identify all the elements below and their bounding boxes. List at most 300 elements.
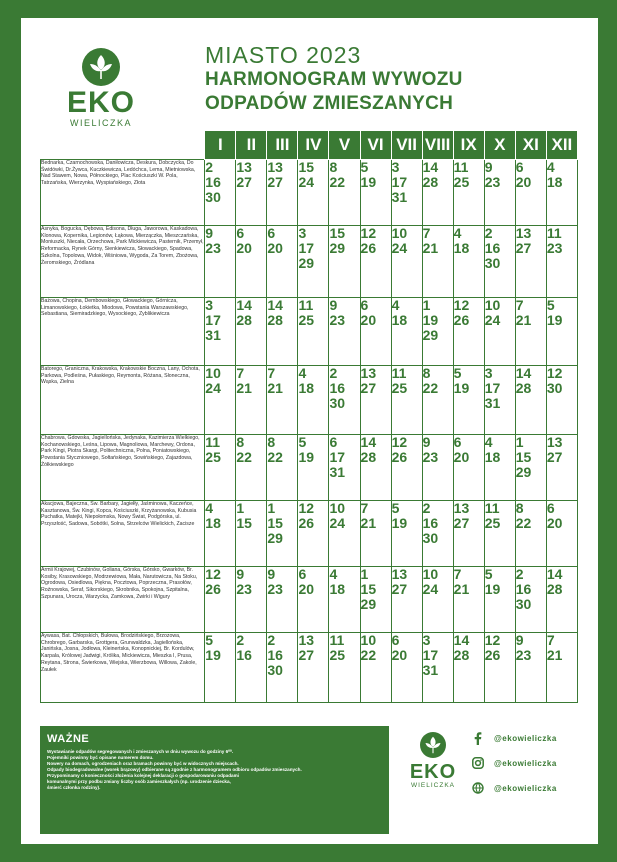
collection-day: 13	[298, 632, 315, 648]
collection-day: 2	[205, 159, 214, 175]
collection-days-cell	[422, 501, 453, 567]
collection-days-cell	[391, 435, 422, 501]
collection-day: 17	[205, 312, 221, 328]
collection-day: 7	[515, 297, 524, 313]
collection-day: 13	[267, 159, 283, 175]
collection-day: 27	[360, 380, 377, 396]
collection-day: 9	[515, 632, 524, 648]
collection-day: 26	[360, 240, 377, 256]
collection-day: 7	[453, 566, 462, 582]
collection-day: 14	[236, 297, 252, 313]
collection-day: 28	[515, 380, 532, 396]
collection-day: 21	[360, 515, 377, 531]
collection-day: 18	[329, 581, 346, 597]
notice-line: śmierć członka rodziny).	[47, 785, 101, 790]
collection-days-cell	[205, 226, 236, 298]
collection-day: 10	[360, 632, 377, 648]
street-list: Akacjowa, Bajeczna, Św. Barbary, Jagiełły, Jaśminowa, Kaczeńce, Kasztanowa, Św. Kingi, Kopca, Kościuszki, Krzyżanowska, Kubusia Puchatka, Matejki, Niepołomska, Nowy Świat, Podgórska, ul. Przyszłość, Sadowa, Sobótki, Solna, Strzelców Wielickich, Zacisze	[41, 501, 205, 567]
collection-day: 13	[515, 225, 532, 241]
collection-days-cell	[236, 226, 267, 298]
notice-line: Odpady biodegradowalne (worek brązowy) odbierane są zgodnie z harmonogramem odbioru odpadów zmieszanych.	[47, 767, 302, 772]
collection-day: 6	[267, 225, 276, 241]
collection-day: 31	[484, 395, 501, 411]
collection-day: 30	[205, 189, 221, 205]
collection-day: 4	[329, 566, 338, 582]
collection-day: 16	[205, 174, 221, 190]
collection-days-cell	[391, 366, 422, 435]
collection-days-cell	[329, 435, 360, 501]
collection-day: 24	[484, 312, 501, 328]
collection-day: 28	[453, 647, 470, 663]
collection-day: 22	[422, 380, 439, 396]
collection-day: 29	[267, 530, 283, 546]
notice-line: Przypominamy o konieczności złożenia kolejnej deklaracji o gospodarowaniu odpadami	[47, 773, 239, 778]
collection-day: 17	[484, 380, 501, 396]
collection-day: 16	[484, 240, 501, 256]
collection-day: 17	[391, 174, 408, 190]
collection-days-cell	[453, 226, 484, 298]
collection-day: 10	[422, 566, 439, 582]
collection-day: 21	[453, 581, 470, 597]
schedule-row	[41, 226, 578, 298]
collection-day: 26	[391, 449, 408, 465]
facebook-handle[interactable]: @ekowieliczka	[494, 733, 557, 743]
collection-day: 17	[329, 449, 346, 465]
collection-day: 15	[360, 581, 377, 597]
collection-days-cell	[484, 633, 515, 703]
collection-day: 4	[205, 500, 214, 516]
collection-day: 9	[205, 225, 214, 241]
collection-day: 7	[360, 500, 369, 516]
schedule-row	[41, 366, 578, 435]
important-notice	[40, 726, 389, 834]
collection-day: 15	[329, 225, 346, 241]
collection-day: 30	[329, 395, 346, 411]
collection-day: 3	[391, 159, 400, 175]
collection-day: 13	[236, 159, 252, 175]
collection-days-cell	[422, 633, 453, 703]
collection-days-cell	[453, 567, 484, 633]
collection-day: 25	[298, 312, 315, 328]
collection-days-cell	[422, 567, 453, 633]
leaf-icon	[82, 48, 120, 86]
collection-days-cell	[484, 160, 515, 226]
collection-day: 18	[453, 240, 470, 256]
collection-days-cell	[453, 366, 484, 435]
city-year: MIASTO 2023	[205, 42, 362, 68]
collection-day: 26	[484, 647, 501, 663]
collection-day: 4	[391, 297, 400, 313]
collection-days-cell	[267, 160, 298, 226]
month-header: I	[205, 131, 236, 160]
collection-day: 31	[205, 327, 221, 343]
collection-day: 10	[391, 225, 408, 241]
collection-days-cell	[453, 435, 484, 501]
collection-day: 5	[298, 434, 307, 450]
collection-day: 31	[329, 464, 346, 480]
header-spacer	[41, 131, 205, 160]
collection-days-cell	[329, 633, 360, 703]
collection-day: 14	[453, 632, 470, 648]
collection-day: 11	[298, 297, 314, 313]
collection-day: 25	[329, 647, 346, 663]
collection-days-cell	[298, 501, 329, 567]
collection-day: 13	[360, 365, 377, 381]
collection-day: 9	[236, 566, 245, 582]
collection-days-cell	[515, 160, 546, 226]
collection-days-cell	[298, 226, 329, 298]
collection-day: 10	[484, 297, 501, 313]
notice-line: Pojemniki powinny być opisane numerem domu.	[47, 755, 154, 760]
collection-day: 29	[422, 327, 439, 343]
collection-day: 8	[329, 159, 338, 175]
collection-day: 26	[298, 515, 315, 531]
instagram-handle[interactable]: @ekowieliczka	[494, 758, 557, 768]
collection-day: 22	[267, 449, 283, 465]
collection-days-cell	[546, 160, 577, 226]
street-list: Asnyka, Bogucka, Dębowa, Edisona, Długa, Jaworowa, Kaskadowa, Klonowa, Kopernika, Legionów, Łąkowa, Mierzączka, Mieszczańska, Moniuszki, Niecała, Orzechowa, Park Mickiewicza, Pasternik, Przemył, Reformacka, Rynek Górny, Sienkiewicza, Słowackiego, Spadowa, Szkolna, Topolowa, Widok, Wiśniowa, Wygoda, Za Torem, Zbożowa, Żeromskiego, Źródlana	[41, 226, 205, 298]
collection-day: 2	[422, 500, 431, 516]
collection-day: 25	[453, 174, 470, 190]
collection-day: 24	[422, 581, 439, 597]
collection-day: 13	[546, 434, 563, 450]
collection-day: 16	[422, 515, 439, 531]
collection-day: 10	[205, 365, 221, 381]
collection-day: 5	[205, 632, 214, 648]
collection-day: 20	[453, 449, 470, 465]
collection-day: 18	[484, 449, 501, 465]
instagram-icon	[471, 757, 484, 770]
collection-day: 29	[298, 255, 315, 271]
brand-name: EKO	[66, 86, 135, 119]
collection-day: 19	[484, 581, 501, 597]
collection-days-cell	[453, 501, 484, 567]
collection-day: 19	[391, 515, 408, 531]
collection-day: 16	[515, 581, 532, 597]
collection-day: 17	[298, 240, 315, 256]
collection-day: 22	[236, 449, 252, 465]
collection-days-cell	[205, 160, 236, 226]
collection-days-cell	[484, 435, 515, 501]
collection-days-cell	[515, 633, 546, 703]
collection-day: 19	[205, 647, 221, 663]
collection-day: 10	[329, 500, 346, 516]
web-icon	[471, 782, 484, 795]
collection-days-cell	[267, 366, 298, 435]
collection-day: 12	[453, 297, 470, 313]
collection-day: 14	[422, 159, 439, 175]
collection-day: 31	[391, 189, 408, 205]
collection-days-cell	[515, 226, 546, 298]
collection-days-cell	[298, 160, 329, 226]
collection-days-cell	[267, 435, 298, 501]
collection-day: 8	[422, 365, 431, 381]
collection-day: 19	[298, 449, 315, 465]
collection-day: 8	[267, 434, 276, 450]
schedule-row	[41, 298, 578, 366]
notice-line: komunalnymi przy podbu zmiany liczby osób zamieszkałych (np. urodzenie dziecka,	[47, 779, 231, 784]
collection-day: 12	[546, 365, 563, 381]
social-web[interactable]	[471, 781, 557, 795]
collection-day: 1	[267, 500, 276, 516]
collection-days-cell	[515, 298, 546, 366]
collection-days-cell	[236, 633, 267, 703]
collection-day: 5	[360, 159, 369, 175]
collection-day: 6	[329, 434, 338, 450]
collection-day: 12	[205, 566, 221, 582]
collection-day: 4	[298, 365, 307, 381]
month-header-row	[41, 131, 578, 160]
collection-days-cell	[236, 298, 267, 366]
title-line-2: ODPADÓW ZMIESZANYCH	[205, 93, 454, 114]
collection-day: 18	[546, 174, 563, 190]
collection-day: 14	[360, 434, 377, 450]
collection-day: 13	[453, 500, 470, 516]
collection-day: 28	[236, 312, 252, 328]
collection-day: 11	[453, 159, 469, 175]
collection-day: 25	[205, 449, 221, 465]
collection-day: 27	[391, 581, 408, 597]
collection-day: 6	[236, 225, 245, 241]
title-block	[205, 42, 463, 116]
collection-days-cell	[329, 567, 360, 633]
collection-day: 6	[360, 297, 369, 313]
collection-day: 12	[298, 500, 315, 516]
month-header: III	[267, 131, 298, 160]
collection-days-cell	[298, 366, 329, 435]
collection-days-cell	[205, 298, 236, 366]
collection-days-cell	[515, 501, 546, 567]
schedule-row	[41, 567, 578, 633]
month-header: XI	[515, 131, 546, 160]
collection-days-cell	[546, 567, 577, 633]
collection-days-cell	[267, 298, 298, 366]
collection-day: 3	[205, 297, 214, 313]
collection-day: 28	[422, 174, 439, 190]
collection-days-cell	[360, 633, 391, 703]
collection-days-cell	[546, 435, 577, 501]
collection-day: 2	[236, 632, 245, 648]
notice-line: Wystawianie odpadów segregowanych i zmieszanych w dniu wywozu do godziny 6⁰⁰.	[47, 749, 234, 754]
collection-day: 20	[298, 581, 315, 597]
collection-day: 24	[329, 515, 346, 531]
collection-day: 21	[422, 240, 439, 256]
collection-days-cell	[484, 567, 515, 633]
collection-day: 5	[546, 297, 555, 313]
collection-days-cell	[329, 160, 360, 226]
month-header: V	[329, 131, 360, 160]
collection-days-cell	[360, 501, 391, 567]
month-header: VI	[360, 131, 391, 160]
collection-days-cell	[484, 501, 515, 567]
collection-day: 28	[546, 581, 563, 597]
collection-day: 30	[546, 380, 563, 396]
collection-days-cell	[360, 435, 391, 501]
month-header: XII	[546, 131, 577, 160]
collection-day: 7	[236, 365, 245, 381]
collection-days-cell	[236, 501, 267, 567]
collection-day: 20	[391, 647, 408, 663]
collection-day: 22	[329, 174, 346, 190]
collection-days-cell	[267, 633, 298, 703]
collection-day: 28	[267, 312, 283, 328]
collection-day: 6	[546, 500, 555, 516]
street-list: Aywasa, Bat. Chłopskich, Bułowa, Brodzińskiego, Brzozowa, Chrobrego, Garbarska, Grottgera, Grunwaldzka, Jagiellońska, Janińska, Josna, Jodłowa, Kleinertska, Konopnickiej, Br. Kordulów, Karpala, Królowej Jadwigi, Królika, Mickiewicza, Mieszka I, Prusa, Reytana, Strona, Świerkowa, Wiejska, Wierzbowa, Willowa, Zakole, Zaułek	[41, 633, 205, 703]
collection-day: 3	[298, 225, 307, 241]
collection-day: 9	[484, 159, 493, 175]
collection-days-cell	[453, 298, 484, 366]
collection-day: 28	[360, 449, 377, 465]
social-instagram[interactable]	[471, 756, 557, 770]
collection-days-cell	[422, 160, 453, 226]
collection-days-cell	[546, 226, 577, 298]
schedule-row	[41, 633, 578, 703]
collection-day: 23	[422, 449, 439, 465]
collection-days-cell	[298, 298, 329, 366]
brand-name-bottom: EKO	[409, 761, 457, 783]
brand-subtitle-bottom: WIELICZKA	[410, 782, 456, 789]
collection-days-cell	[236, 435, 267, 501]
collection-days-cell	[236, 567, 267, 633]
collection-day: 20	[515, 174, 532, 190]
collection-day: 8	[515, 500, 524, 516]
collection-day: 30	[515, 596, 532, 612]
collection-day: 3	[422, 632, 431, 648]
collection-days-cell	[515, 567, 546, 633]
collection-days-cell	[298, 435, 329, 501]
collection-day: 31	[422, 662, 439, 678]
collection-day: 3	[484, 365, 493, 381]
collection-day: 30	[267, 662, 283, 678]
collection-days-cell	[267, 501, 298, 567]
collection-days-cell	[546, 366, 577, 435]
collection-days-cell	[267, 226, 298, 298]
collection-day: 12	[391, 434, 408, 450]
collection-day: 17	[422, 647, 439, 663]
brand-subtitle: WIELICZKA	[69, 118, 132, 128]
notice-line: Nowery na domach, ogrodzeniach oraz bramach powinny być w widocznych miejscach.	[47, 761, 239, 766]
collection-day: 16	[267, 647, 283, 663]
collection-days-cell	[484, 226, 515, 298]
collection-days-cell	[298, 567, 329, 633]
street-list: Armii Krajowej, Czubinów, Goliana, Górska, Górsko, Gwarków, Br. Kosiby, Krasowskiego, Modrzewiowa, Mała, Narutowicza, Na Stoku, Ogrodowa, Osiedlowa, Piękna, Pocztowa, Poprzeczna, Prasołów, Roźnowska, Seraf, Sikorskiego, Skrobnika, Spokojna, Szpitalna, Szpunara, Urocza, Warzycka, Zamkowa, Zwirki i Wigury	[41, 567, 205, 633]
collection-day: 4	[453, 225, 462, 241]
collection-days-cell	[391, 501, 422, 567]
collection-day: 20	[546, 515, 563, 531]
collection-day: 20	[267, 240, 283, 256]
collection-days-cell	[391, 633, 422, 703]
collection-days-cell	[546, 298, 577, 366]
collection-days-cell	[205, 366, 236, 435]
facebook-icon	[471, 732, 484, 745]
collection-day: 21	[515, 312, 532, 328]
collection-days-cell	[391, 298, 422, 366]
collection-day: 5	[453, 365, 462, 381]
collection-day: 11	[391, 365, 407, 381]
month-header: IX	[453, 131, 484, 160]
social-facebook[interactable]	[471, 731, 557, 745]
collection-day: 24	[205, 380, 221, 396]
collection-day: 19	[422, 312, 439, 328]
month-header: VII	[391, 131, 422, 160]
collection-days-cell	[453, 160, 484, 226]
collection-day: 21	[546, 647, 563, 663]
collection-day: 27	[267, 174, 283, 190]
collection-day: 6	[391, 632, 400, 648]
collection-day: 4	[546, 159, 555, 175]
collection-days-cell	[205, 435, 236, 501]
collection-days-cell	[453, 633, 484, 703]
collection-day: 1	[422, 297, 431, 313]
collection-day: 1	[360, 566, 369, 582]
collection-days-cell	[391, 160, 422, 226]
collection-day: 27	[546, 449, 563, 465]
collection-days-cell	[329, 226, 360, 298]
collection-day: 8	[236, 434, 245, 450]
collection-days-cell	[391, 226, 422, 298]
collection-days-cell	[515, 366, 546, 435]
social-links	[471, 731, 557, 806]
collection-days-cell	[484, 298, 515, 366]
eko-logo	[62, 48, 140, 128]
collection-day: 14	[267, 297, 283, 313]
collection-days-cell	[422, 298, 453, 366]
collection-day: 7	[422, 225, 431, 241]
collection-days-cell	[360, 160, 391, 226]
web-handle[interactable]: @ekowieliczka	[494, 783, 557, 793]
leaf-icon	[420, 732, 446, 758]
collection-day: 23	[329, 312, 346, 328]
collection-day: 27	[298, 647, 315, 663]
collection-days-cell	[236, 160, 267, 226]
collection-day: 23	[546, 240, 563, 256]
collection-day: 16	[329, 380, 346, 396]
collection-days-cell	[329, 366, 360, 435]
collection-day: 5	[391, 500, 400, 516]
collection-days-cell	[515, 435, 546, 501]
collection-days-cell	[422, 366, 453, 435]
collection-days-cell	[360, 226, 391, 298]
month-header: II	[236, 131, 267, 160]
collection-day: 25	[391, 380, 408, 396]
collection-day: 26	[205, 581, 221, 597]
collection-day: 19	[453, 380, 470, 396]
collection-days-cell	[484, 366, 515, 435]
collection-day: 9	[267, 566, 276, 582]
collection-day: 13	[391, 566, 408, 582]
collection-days-cell	[391, 567, 422, 633]
collection-day: 7	[267, 365, 276, 381]
collection-day: 23	[484, 174, 501, 190]
collection-day: 23	[515, 647, 532, 663]
collection-day: 18	[205, 515, 221, 531]
collection-days-cell	[298, 633, 329, 703]
month-header: X	[484, 131, 515, 160]
collection-day: 15	[236, 515, 252, 531]
collection-day: 1	[515, 434, 524, 450]
collection-day: 24	[298, 174, 315, 190]
collection-day: 15	[515, 449, 532, 465]
collection-day: 9	[422, 434, 431, 450]
schedule-row	[41, 501, 578, 567]
schedule-table	[40, 130, 578, 703]
street-list: Chabrowa, Gdowska, Jagiellońska, Jedynaka, Kazimierza Wielkiego, Kochanowskiego, Leśna, Lipowa, Magnoliowa, Marchewy, Ordona, Park Kingi, Piotra Skargi, Politechniczna, Polna, Poniatowskiego, Powstania Styczniowego, Sołtańskiego, Sowińskiego, Zajazdowa, Żółkiewskiego	[41, 435, 205, 501]
collection-day: 23	[236, 581, 252, 597]
collection-day: 11	[546, 225, 562, 241]
collection-days-cell	[205, 633, 236, 703]
collection-days-cell	[546, 501, 577, 567]
collection-day: 2	[329, 365, 338, 381]
